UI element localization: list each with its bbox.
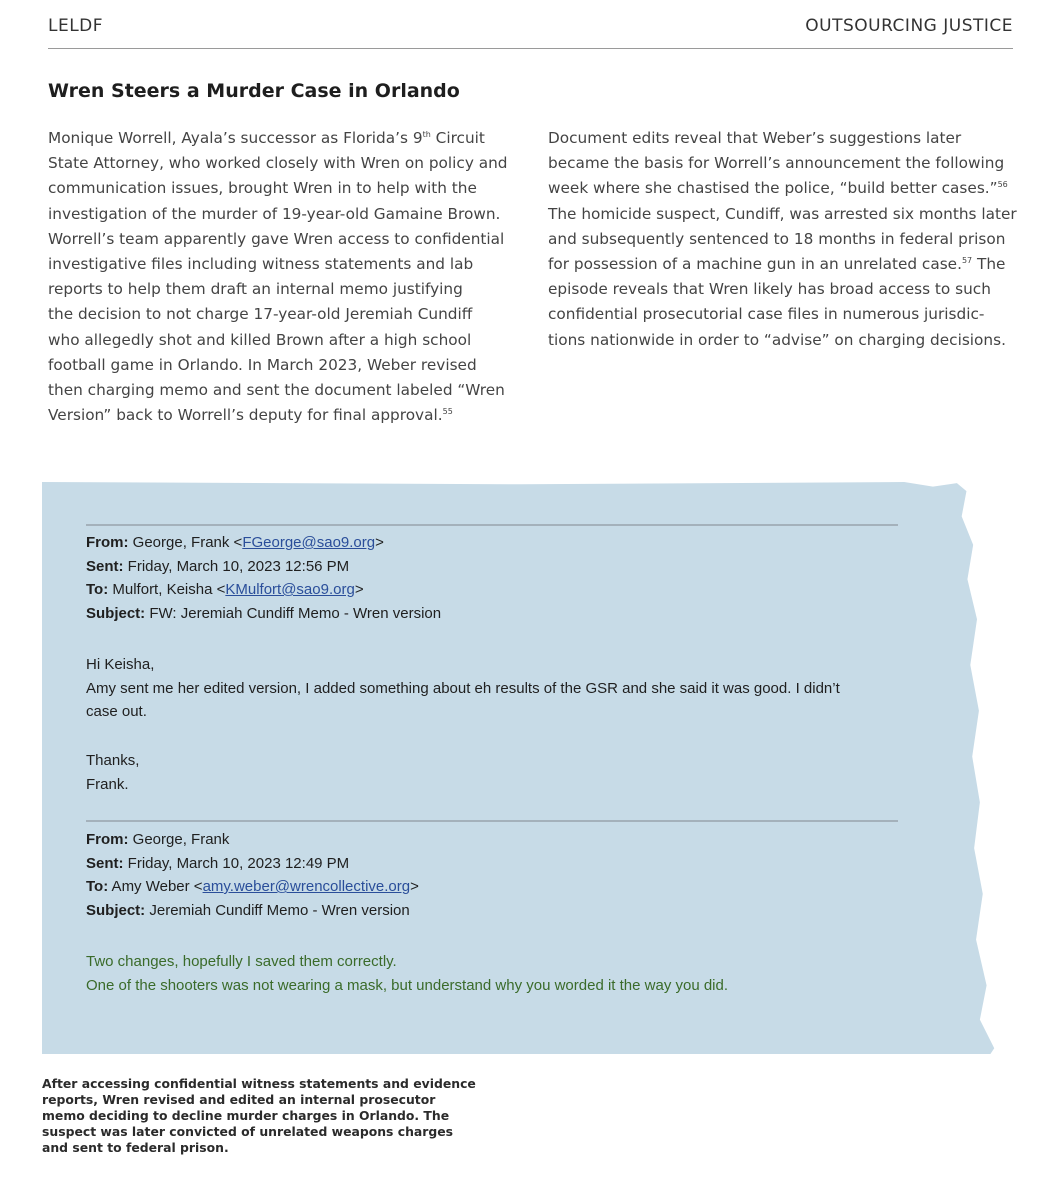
email-address-link[interactable]: FGeorge@sao9.org [242,534,376,551]
email-sign-line: Thanks, [86,752,140,769]
article-column-right [548,126,1018,353]
email-header-forward [86,531,441,625]
paragraph-line: Monique Worrell, Ayala’s successor as Florida’s 9th Circuit [48,129,485,147]
email-body-forward [86,653,840,724]
paragraph-line: who allegedly shot and killed Brown after a high school [48,330,472,349]
header-divider [48,48,1013,49]
article-column-left [48,126,518,428]
email-body-line: case out. [86,703,147,720]
paragraph-line: The homicide suspect, Cundiff, was arrested six months later [548,204,1017,223]
report-title: OUTSOURCING JUSTICE [805,16,1013,36]
email-to-row: To: Mulfort, Keisha <KMulfort@sao9.org> [86,581,364,598]
paragraph-line: episode reveals that Wren likely has broad access to such [548,280,991,299]
email-header-original [86,828,419,922]
email-body-line: Amy sent me her edited version, I added something about eh results of the GSR and she said it was good. I didn’t [86,679,840,697]
paragraph-line: tions nationwide in order to “advise” on charging decisions. [548,330,1006,349]
email-address-link[interactable]: KMulfort@sao9.org [225,581,355,598]
paragraph-line: then charging memo and sent the document labeled “Wren [48,381,505,400]
email-body-line: One of the shooters was not wearing a mask, but understand why you worded it the way you did. [86,976,729,994]
email-sent-row: Sent: Friday, March 10, 2023 12:49 PM [86,854,350,872]
paragraph-line: week where she chastised the police, “build better cases.”$^{56}$ [548,179,1008,198]
paragraph-line: investigation of the murder of 19-year-old Gamaine Brown. [48,204,501,223]
footnote-marker: 57 [961,255,973,265]
email-sent-row: Sent: Friday, March 10, 2023 12:56 PM [86,557,350,575]
paragraph-line: State Attorney, who worked closely with Wren on policy and [48,154,508,173]
paragraph-line: Worrell’s team apparently gave Wren access to confidential [48,229,505,248]
email-signature [86,749,139,796]
email-sign-line: Frank. [86,775,129,793]
email-to-row: To: Amy Weber <amy.weber@wrencollective.org> [86,878,419,895]
email-body-line: Hi Keisha, [86,656,155,673]
email-subject-row: Subject: Jeremiah Cundiff Memo - Wren version [86,901,410,919]
email-divider [86,820,898,822]
paragraph-line: became the basis for Worrell’s announcement the following [548,154,1005,173]
paragraph-line: reports to help them draft an internal memo justifying [48,280,463,299]
email-from-row: From: George, Frank [86,831,230,848]
paragraph-line: football game in Orlando. In March 2023, Weber revised [48,355,477,374]
section-heading: Wren Steers a Murder Case in Orlando [48,80,460,102]
email-subject-row: Subject: FW: Jeremiah Cundiff Memo - Wren version [86,604,442,622]
paragraph-line: communication issues, brought Wren in to help with the [48,179,477,198]
email-divider [86,524,898,526]
email-body-original [86,950,728,997]
email-address-link[interactable]: amy.weber@wrencollective.org [202,878,411,895]
paragraph-line: Version” back to Worrell’s deputy for final approval.$^{55}$ [48,406,453,425]
paragraph-line: Document edits reveal that Weber’s suggestions later [548,129,962,147]
email-body-line: Two changes, hopefully I saved them correctly. [86,953,397,970]
paragraph-line: the decision to not charge 17-year-old Jeremiah Cundiff [48,305,473,324]
paragraph-line: for possession of a machine gun in an unrelated case.$^{57}$ The [548,255,1006,274]
footnote-marker: 55 [442,407,453,417]
footnote-marker: 56 [997,180,1008,190]
publisher-name: LELDF [48,16,104,36]
email-from-row: From: George, Frank <FGeorge@sao9.org> [86,534,384,551]
ordinal-superscript: th [422,129,431,139]
paragraph-line: investigative files including witness statements and lab [48,255,474,274]
paragraph-line: confidential prosecutorial case files in numerous jurisdic- [548,305,985,324]
figure-caption: After accessing confidential witness statements and evidence reports, Wren revised and edited an internal prosecutor memo deciding to decline murder charges in Orlando. The suspect was later convicted of unrelated weapons charges and sent to federal prison. [42,1076,476,1155]
paragraph-line: and subsequently sentenced to 18 months in federal prison [548,229,1006,248]
